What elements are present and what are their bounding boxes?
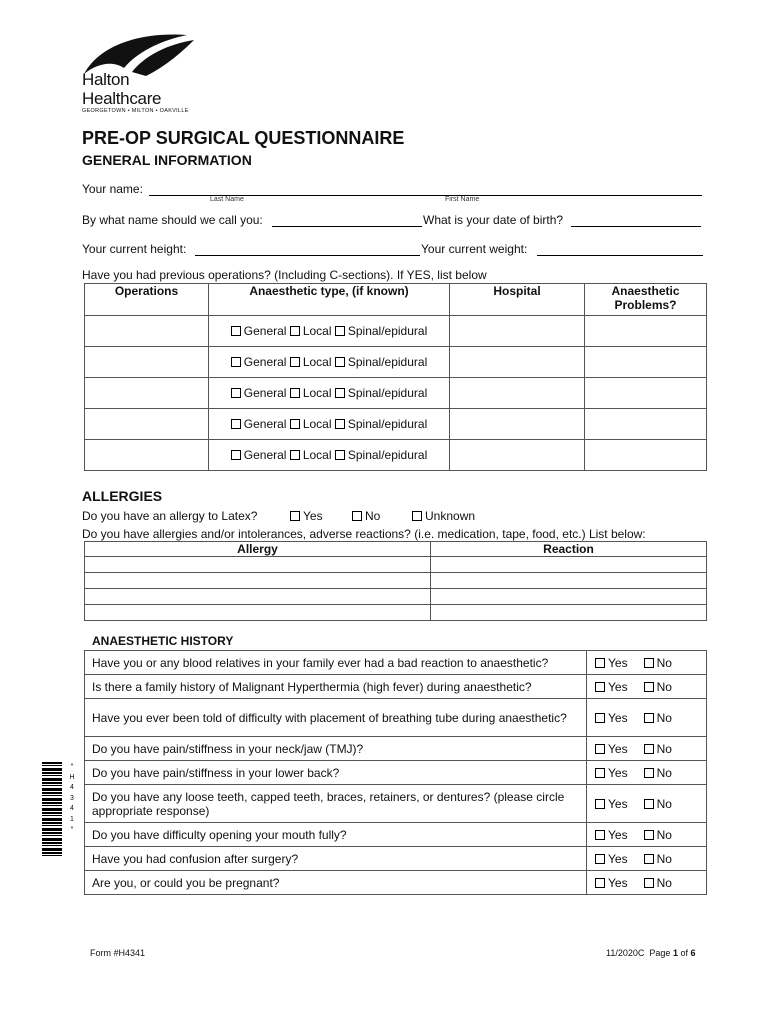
option-no[interactable] — [644, 656, 672, 670]
no-label: No — [656, 710, 672, 725]
latex-question: Do you have an allergy to Latex? — [82, 509, 258, 523]
allergy-list-question: Do you have allergies and/or intolerances, adverse reactions? (i.e. medication, tape, food, etc.) List below: — [82, 527, 646, 541]
allergy-cell[interactable] — [85, 573, 431, 589]
yes-label: Yes — [608, 710, 628, 725]
history-question: Have you ever been told of difficulty with placement of breathing tube during anaesthetic? — [85, 699, 587, 737]
history-row — [85, 761, 707, 785]
option-yes[interactable] — [595, 852, 628, 866]
last-name-caption: Last Name — [210, 196, 244, 203]
latex-option-unknown[interactable] — [412, 509, 475, 523]
option-label: Yes — [303, 509, 323, 523]
allergy-table — [84, 541, 707, 621]
option-label: Local — [302, 448, 332, 462]
option-no[interactable] — [644, 742, 672, 756]
option-yes[interactable] — [595, 680, 628, 694]
history-question: Do you have any loose teeth, capped teeth, braces, retainers, or dentures? (please circle appropriate response) — [85, 785, 587, 823]
page-word: Page — [649, 948, 671, 958]
anaesthetic-type-cell — [209, 378, 450, 409]
option-general[interactable] — [231, 355, 287, 369]
history-question: Do you have pain/stiffness in your lower back? — [85, 761, 587, 785]
hospital-cell[interactable] — [450, 409, 585, 440]
anaesthetic-type-cell — [209, 409, 450, 440]
no-label: No — [656, 741, 672, 756]
yes-label: Yes — [608, 851, 628, 866]
option-spinal[interactable] — [335, 324, 427, 338]
option-label: Spinal/epidural — [347, 417, 428, 431]
option-spinal[interactable] — [335, 417, 427, 431]
col-reaction: Reaction — [431, 542, 707, 557]
history-question: Is there a family history of Malignant Hyperthermia (high fever) during anaesthetic? — [85, 675, 587, 699]
no-label: No — [656, 851, 672, 866]
page-title: PRE-OP SURGICAL QUESTIONNAIRE — [82, 128, 405, 148]
yes-no-cell — [587, 823, 707, 847]
anaesthetic-type-cell — [209, 316, 450, 347]
checkbox-icon[interactable] — [231, 326, 241, 336]
hospital-cell[interactable] — [450, 316, 585, 347]
option-no[interactable] — [644, 876, 672, 890]
yes-no-cell — [587, 785, 707, 823]
anaesthetic-type-cell — [209, 440, 450, 471]
operations-header-row — [85, 284, 707, 316]
problems-cell[interactable] — [585, 347, 707, 378]
option-general[interactable] — [231, 448, 287, 462]
option-local[interactable] — [290, 448, 332, 462]
checkbox-icon[interactable] — [335, 450, 345, 460]
option-yes[interactable] — [595, 656, 628, 670]
col-anaesthetic-type: Anaesthetic type, (if known) — [209, 284, 450, 316]
reaction-cell[interactable] — [431, 573, 707, 589]
checkbox-icon[interactable] — [335, 326, 345, 336]
problems-cell[interactable] — [585, 316, 707, 347]
option-label: Spinal/epidural — [347, 448, 428, 462]
option-local[interactable] — [290, 417, 332, 431]
yes-no-cell — [587, 871, 707, 895]
yes-label: Yes — [608, 796, 628, 811]
operation-cell[interactable] — [85, 378, 209, 409]
latex-option-yes[interactable] — [290, 509, 323, 523]
option-label: Unknown — [425, 509, 476, 523]
barcode-char: * — [70, 826, 74, 833]
col-operations: Operations — [85, 284, 209, 316]
option-no[interactable] — [644, 828, 672, 842]
hospital-cell[interactable] — [450, 440, 585, 471]
operations-table — [84, 283, 707, 471]
barcode-char: 4 — [70, 784, 74, 791]
logo-name-line2: Healthcare — [82, 89, 162, 108]
checkbox-icon[interactable] — [644, 878, 654, 888]
yes-no-cell — [587, 761, 707, 785]
checkbox-icon[interactable] — [595, 658, 605, 668]
history-row — [85, 699, 707, 737]
hospital-cell[interactable] — [450, 347, 585, 378]
option-no[interactable] — [644, 766, 672, 780]
operation-cell[interactable] — [85, 347, 209, 378]
option-no[interactable] — [644, 680, 672, 694]
allergies-heading: ALLERGIES — [82, 488, 163, 504]
history-row — [85, 823, 707, 847]
option-label: General — [243, 448, 287, 462]
checkbox-icon[interactable] — [644, 744, 654, 754]
history-question: Do you have pain/stiffness in your neck/jaw (TMJ)? — [85, 737, 587, 761]
form-number: Form #H4341 — [90, 948, 146, 958]
option-local[interactable] — [290, 355, 332, 369]
checkbox-icon[interactable] — [290, 326, 300, 336]
yes-no-cell — [587, 847, 707, 871]
problems-cell[interactable] — [585, 378, 707, 409]
weight-field[interactable] — [537, 255, 703, 256]
no-label: No — [656, 765, 672, 780]
anaesthetic-history-table — [84, 650, 707, 895]
problems-cell[interactable] — [585, 440, 707, 471]
col-allergy: Allergy — [85, 542, 431, 557]
checkbox-icon[interactable] — [644, 799, 654, 809]
call-you-label: By what name should we call you: — [82, 213, 263, 227]
option-label: Spinal/epidural — [347, 386, 428, 400]
checkbox-icon[interactable] — [644, 768, 654, 778]
logo-tagline: GEORGETOWN • MILTON • OAKVILLE — [82, 108, 189, 114]
yes-no-cell — [587, 699, 707, 737]
history-question: Are you, or could you be pregnant? — [85, 871, 587, 895]
operation-cell[interactable] — [85, 409, 209, 440]
checkbox-icon[interactable] — [412, 511, 422, 521]
option-label: General — [243, 324, 287, 338]
yes-label: Yes — [608, 655, 628, 670]
anaesthetic-history-heading: ANAESTHETIC HISTORY — [92, 634, 234, 648]
operation-row — [85, 378, 707, 409]
operation-row — [85, 347, 707, 378]
barcode-char: * — [70, 763, 74, 770]
history-row — [85, 785, 707, 823]
history-question: Have you or any blood relatives in your family ever had a bad reaction to anaesthetic? — [85, 651, 587, 675]
page-total: 6 — [690, 948, 696, 958]
problems-cell[interactable] — [585, 409, 707, 440]
option-yes[interactable] — [595, 742, 628, 756]
checkbox-icon[interactable] — [644, 682, 654, 692]
checkbox-icon[interactable] — [644, 713, 654, 723]
general-heading: GENERAL INFORMATION — [82, 152, 252, 168]
history-row — [85, 675, 707, 699]
allergy-row — [85, 589, 707, 605]
no-label: No — [656, 827, 672, 842]
yes-no-cell — [587, 737, 707, 761]
previous-operations-question: Have you had previous operations? (Including C-sections). If YES, list below — [82, 268, 487, 282]
checkbox-icon[interactable] — [290, 357, 300, 367]
option-label: General — [243, 417, 287, 431]
logo-name-line1: Halton — [82, 70, 130, 89]
operation-row — [85, 409, 707, 440]
allergy-row — [85, 557, 707, 573]
page-number: 1 — [672, 948, 678, 958]
checkbox-icon[interactable] — [644, 854, 654, 864]
checkbox-icon[interactable] — [290, 419, 300, 429]
operation-cell[interactable] — [85, 316, 209, 347]
option-no[interactable] — [644, 797, 672, 811]
option-yes[interactable] — [595, 876, 628, 890]
yes-no-cell — [587, 651, 707, 675]
barcode-text — [65, 762, 79, 836]
yes-label: Yes — [608, 875, 628, 890]
dob-label: What is your date of birth? — [423, 213, 564, 227]
height-label: Your current height: — [82, 242, 187, 256]
height-field[interactable] — [195, 255, 420, 256]
checkbox-icon[interactable] — [335, 419, 345, 429]
checkbox-icon[interactable] — [231, 357, 241, 367]
barcode — [42, 762, 62, 857]
option-local[interactable] — [290, 386, 332, 400]
dob-field[interactable] — [571, 226, 701, 227]
first-name-caption: First Name — [445, 196, 480, 203]
checkbox-icon[interactable] — [595, 682, 605, 692]
yes-label: Yes — [608, 741, 628, 756]
operation-row — [85, 440, 707, 471]
hospital-cell[interactable] — [450, 378, 585, 409]
allergy-row — [85, 573, 707, 589]
checkbox-icon[interactable] — [231, 450, 241, 460]
checkbox-icon[interactable] — [335, 357, 345, 367]
option-label: No — [365, 509, 381, 523]
option-yes[interactable] — [595, 828, 628, 842]
option-label: General — [243, 355, 287, 369]
checkbox-icon[interactable] — [290, 511, 300, 521]
history-question: Do you have difficulty opening your mouth fully? — [85, 823, 587, 847]
revision-date: 11/2020C — [606, 948, 645, 958]
checkbox-icon[interactable] — [595, 854, 605, 864]
option-yes[interactable] — [595, 766, 628, 780]
option-spinal[interactable] — [335, 448, 427, 462]
option-label: Local — [302, 355, 332, 369]
yes-label: Yes — [608, 679, 628, 694]
your-name-label: Your name: — [82, 182, 143, 196]
option-spinal[interactable] — [335, 386, 427, 400]
reaction-cell[interactable] — [431, 557, 707, 573]
operation-cell[interactable] — [85, 440, 209, 471]
history-row — [85, 651, 707, 675]
option-label: Local — [302, 386, 332, 400]
weight-label: Your current weight: — [421, 242, 528, 256]
checkbox-icon[interactable] — [595, 713, 605, 723]
checkbox-icon[interactable] — [595, 799, 605, 809]
checkbox-icon[interactable] — [644, 830, 654, 840]
latex-option-no[interactable] — [352, 509, 380, 523]
allergy-cell[interactable] — [85, 557, 431, 573]
option-no[interactable] — [644, 852, 672, 866]
barcode-char: H — [69, 773, 75, 781]
option-general[interactable] — [231, 324, 287, 338]
option-local[interactable] — [290, 324, 332, 338]
col-hospital: Hospital — [450, 284, 585, 316]
reaction-cell[interactable] — [431, 605, 707, 621]
history-row — [85, 847, 707, 871]
checkbox-icon[interactable] — [595, 878, 605, 888]
allergy-header-row — [85, 542, 707, 557]
allergy-cell[interactable] — [85, 605, 431, 621]
no-label: No — [656, 875, 672, 890]
no-label: No — [656, 679, 672, 694]
option-yes[interactable] — [595, 711, 628, 725]
yes-label: Yes — [608, 827, 628, 842]
operation-row — [85, 316, 707, 347]
option-label: Spinal/epidural — [347, 324, 428, 338]
option-label: Local — [302, 324, 332, 338]
checkbox-icon[interactable] — [335, 388, 345, 398]
option-general[interactable] — [231, 417, 287, 431]
of-word: of — [680, 948, 688, 958]
history-row — [85, 871, 707, 895]
page-footer — [606, 948, 696, 958]
reaction-cell[interactable] — [431, 589, 707, 605]
call-you-field[interactable] — [272, 226, 422, 227]
option-label: Local — [302, 417, 332, 431]
checkbox-icon[interactable] — [595, 768, 605, 778]
no-label: No — [656, 655, 672, 670]
checkbox-icon[interactable] — [290, 450, 300, 460]
option-general[interactable] — [231, 386, 287, 400]
barcode-char: 1 — [70, 815, 74, 823]
checkbox-icon[interactable] — [595, 744, 605, 754]
option-label: Spinal/epidural — [347, 355, 428, 369]
checkbox-icon[interactable] — [595, 830, 605, 840]
col-anaesthetic-problems: Anaesthetic Problems? — [585, 284, 707, 316]
yes-label: Yes — [608, 765, 628, 780]
barcode-char: 3 — [70, 794, 74, 802]
yes-no-cell — [587, 675, 707, 699]
history-question: Have you had confusion after surgery? — [85, 847, 587, 871]
checkbox-icon[interactable] — [352, 511, 362, 521]
anaesthetic-type-cell — [209, 347, 450, 378]
option-no[interactable] — [644, 711, 672, 725]
checkbox-icon[interactable] — [644, 658, 654, 668]
history-row — [85, 737, 707, 761]
checkbox-icon[interactable] — [290, 388, 300, 398]
checkbox-icon[interactable] — [231, 388, 241, 398]
option-yes[interactable] — [595, 797, 628, 811]
checkbox-icon[interactable] — [231, 419, 241, 429]
allergy-row — [85, 605, 707, 621]
no-label: No — [656, 796, 672, 811]
option-label: General — [243, 386, 287, 400]
allergy-cell[interactable] — [85, 589, 431, 605]
barcode-char: 4 — [70, 805, 74, 812]
option-spinal[interactable] — [335, 355, 427, 369]
